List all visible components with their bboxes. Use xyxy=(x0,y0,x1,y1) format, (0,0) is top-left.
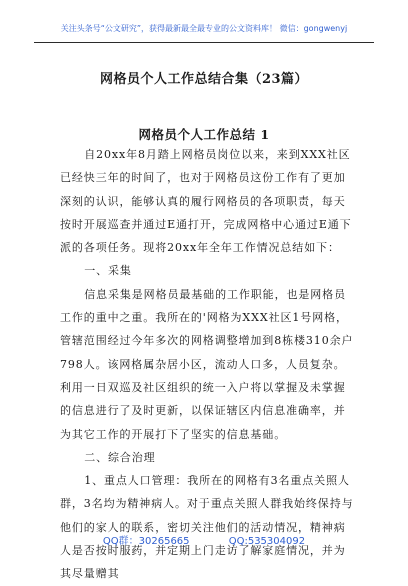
paragraph: 自20xx年8月踏上网格员岗位以来，来到XXX社区已经快三年的时间了，也对于网格员这份工作有了更加深刻的认识，能够认真的履行网格员的各项职责，每天按时开展巡查并通过E通打开，完成网格中心通过E通下派的各项任务。现将20xx年全年工作情况总结如下： xyxy=(60,148,352,255)
section-title: 网格员个人工作总结 1 xyxy=(138,127,270,142)
page-footer xyxy=(0,532,408,547)
paragraph: 二、综合治理 xyxy=(84,450,156,464)
paragraph: 1、重点人口管理：我所在的网格有3名重点关照人群，3名均为精神病人。对于重点关照人群我始终保持与他们的家人的联系，密切关注他们的活动情况，精神病人是否按时服药，并定期上门走访了解家庭情况，并为其尽量赠其 xyxy=(60,474,354,581)
paragraph: 一、采集 xyxy=(84,264,132,278)
paragraph: 信息采集是网格员最基础的工作职能，也是网格员工作的重中之重。我所在的'网格为XXX社区1号网格，管辖范围经过今年多次的网格调整增加到8栋楼310余户798人。该网格属杂居小区，流动人口多，人员复杂。利用一日双巡及社区组织的统一入户将以掌握及未掌握的信息进行了及时更新，以保证辖区内信息准确率，并为其它工作的开展打下了坚实的信息基础。 xyxy=(60,287,354,441)
qq-contact-number: QQ:535304092 xyxy=(228,536,306,547)
document-title: 网格员个人工作总结合集（23篇） xyxy=(99,72,309,87)
qq-group-number: QQ群：30265665 xyxy=(102,536,190,547)
header-text: 关注头条号“公文研究”，获得最新最全最专业的公文资料库！ 微信：gongwenyj xyxy=(60,24,348,33)
body-text xyxy=(60,143,356,586)
page-header xyxy=(34,20,374,43)
